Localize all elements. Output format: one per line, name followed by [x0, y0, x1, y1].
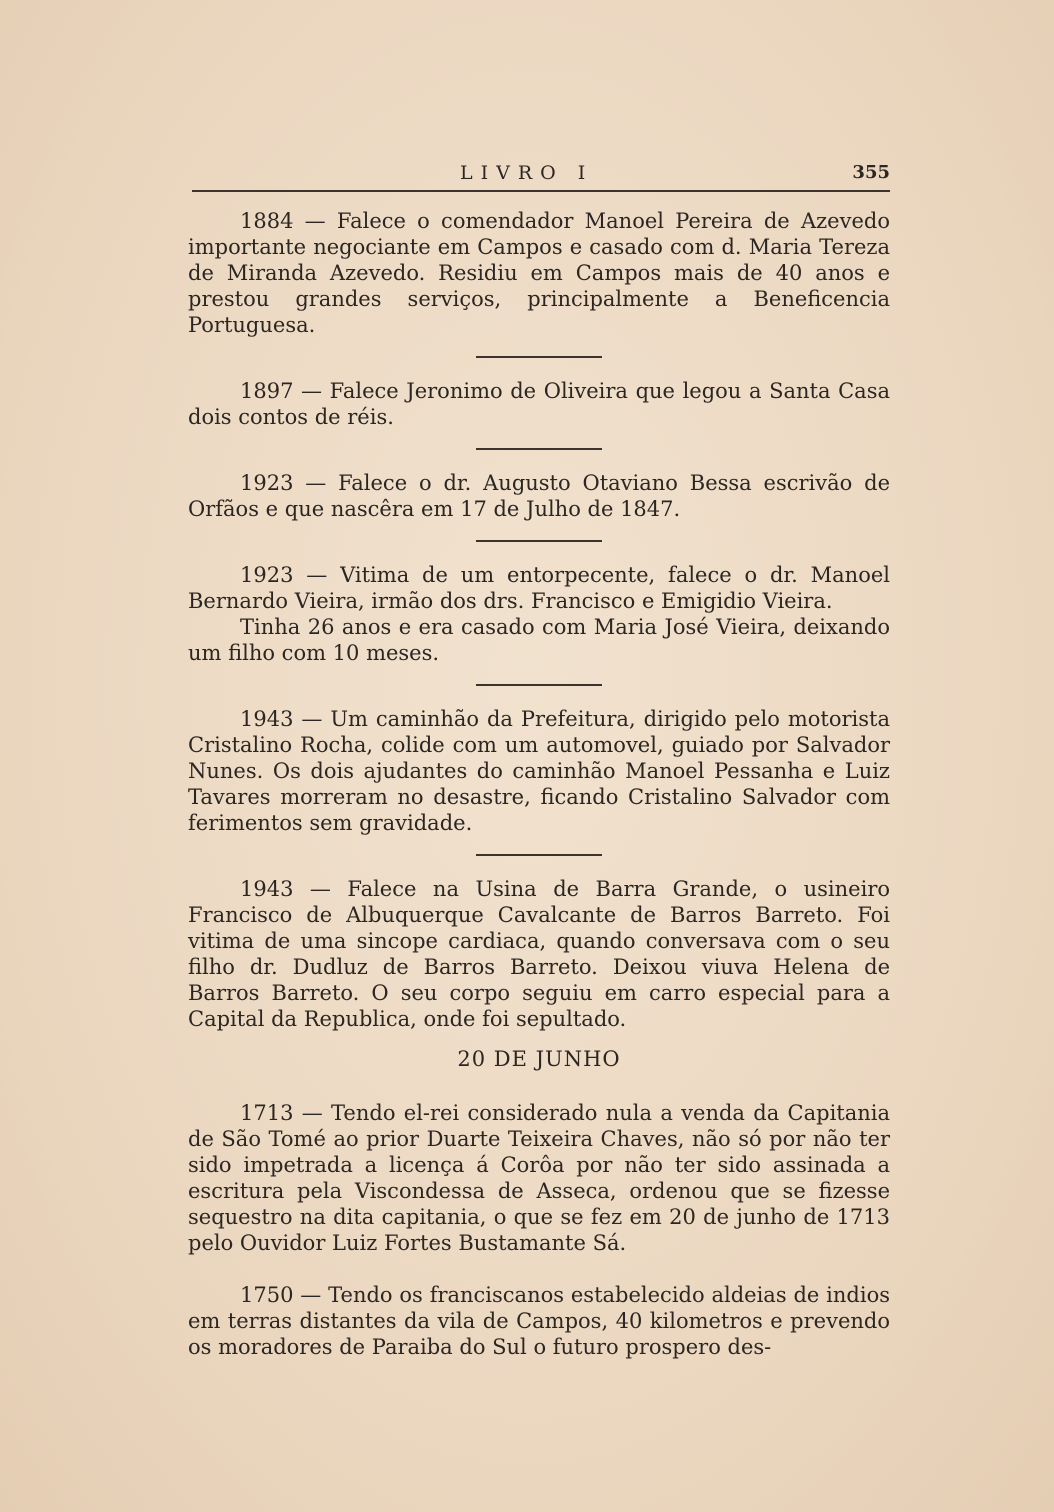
- section-title: 20 DE JUNHO: [457, 1047, 621, 1071]
- entry-1923-bessa: [188, 470, 890, 522]
- entry-paragraph: 1897 — Falece Jeronimo de Oliveira que legou a Santa Casa dois contos de réis.: [188, 379, 890, 429]
- entry-paragraph: 1923 — Falece o dr. Augusto Otaviano Bessa escrivão de Orfãos e que nascêra em 17 de Julho de 1847.: [188, 471, 890, 521]
- divider: [476, 540, 602, 542]
- entry-paragraph: 1884 — Falece o comendador Manoel Pereira de Azevedo importante negociante em Campos e casado com d. Maria Tereza de Miranda Azevedo. Residiu em Campos mais de 40 anos e prestou grandes serviços, principalmente a Beneficencia Portuguesa.: [188, 209, 890, 337]
- divider: [476, 356, 602, 358]
- entry-1943-caminhao: [188, 706, 890, 836]
- page-body: [188, 208, 890, 1360]
- entry-paragraph: Tinha 26 anos e era casado com Maria José Vieira, deixando um filho com 10 meses.: [188, 615, 890, 665]
- entry-1713: [188, 1100, 890, 1256]
- entry-paragraph: 1943 — Falece na Usina de Barra Grande, o usineiro Francisco de Albuquerque Cavalcante de Barros Barreto. Foi vitima de uma sincope cardiaca, quando conversava com o seu filho dr. Dudluz de Barros Barreto. Deixou viuva Helena de Barros Barreto. O seu corpo seguiu em carro especial para a Capital da Republica, onde foi sepultado.: [188, 877, 890, 1031]
- page-number: 355: [852, 162, 890, 183]
- entry-1923-vieira: [188, 562, 890, 666]
- page-header: [192, 160, 890, 192]
- entry-1750: [188, 1282, 890, 1360]
- entry-1884: [188, 208, 890, 338]
- entry-paragraph: 1713 — Tendo el-rei considerado nula a venda da Capitania de São Tomé ao prior Duarte Teixeira Chaves, não só por não ter sido impetrada a licença á Corôa por não ter sido assinada a escritura pela Viscondessa de Asseca, ordenou que se fizesse sequestro na dita capitania, o que se fez em 20 de junho de 1713 pelo Ouvidor Luiz Fortes Bustamante Sá.: [188, 1101, 890, 1255]
- running-title: LIVRO I: [460, 162, 594, 184]
- divider: [476, 854, 602, 856]
- entry-paragraph: 1943 — Um caminhão da Prefeitura, dirigido pelo motorista Cristalino Rocha, colide com um automovel, guiado por Salvador Nunes. Os dois ajudantes do caminhão Manoel Pessanha e Luiz Tavares morreram no desastre, ficando Cristalino Salvador com ferimentos sem gravidade.: [188, 707, 890, 835]
- entry-paragraph: 1923 — Vitima de um entorpecente, falece o dr. Manoel Bernardo Vieira, irmão dos drs. Francisco e Emigidio Vieira.: [188, 563, 890, 613]
- entry-1943-usina: [188, 876, 890, 1032]
- divider: [476, 448, 602, 450]
- entry-paragraph: 1750 — Tendo os franciscanos estabelecido aldeias de indios em terras distantes da vila de Campos, 40 kilometros e prevendo os moradores de Paraiba do Sul o futuro prospero des-: [188, 1283, 890, 1359]
- entry-1897: [188, 378, 890, 430]
- divider: [476, 684, 602, 686]
- spacer: [188, 1256, 890, 1282]
